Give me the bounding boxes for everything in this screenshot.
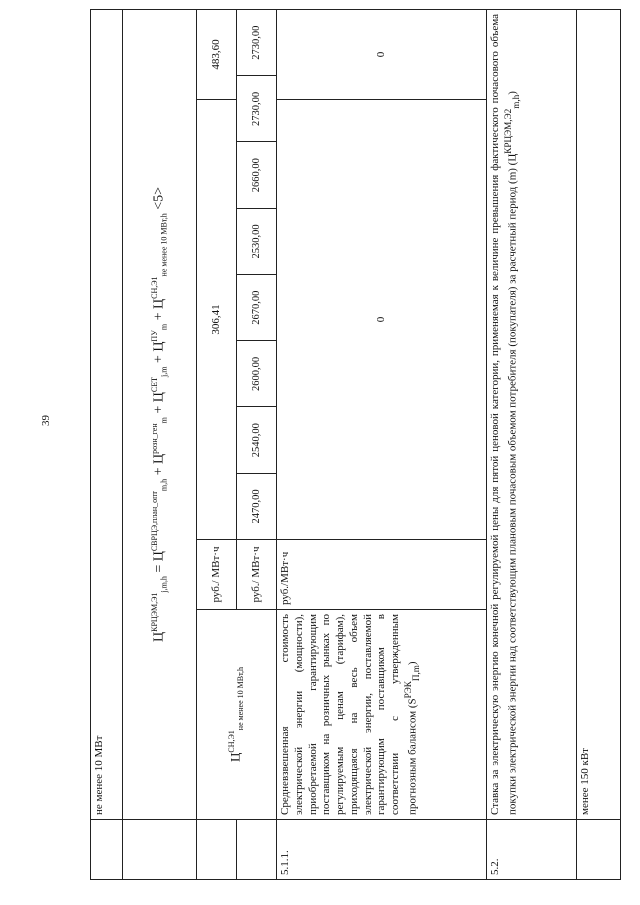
tariff-table [90, 9, 621, 880]
cell-empty-7 [577, 820, 621, 880]
price-cell: 2540,00 [237, 408, 276, 474]
price-cell: 2600,00 [237, 341, 276, 407]
price-cell: 2730,00 [237, 76, 276, 142]
item-text-52: Ставка за электрическую энергию конечной регулируемой цены для пятой ценовой категории, применяемая к величине превышения фактического почасового объема покупки электрической энергии над соответствующим плановым почасовым объемом потребителя (покупателя) за расчетный период (m) $(Ц^{КРЦЭМ,Э2}_{m,h})$ [487, 9, 577, 819]
price-cell: 2470,00 [250, 489, 262, 524]
formula-main: $Ц^{КРЦЭМ,Э1}_{j,m,h} = Ц^{СВРЦЭ,план\_опт}_{m,h} + Ц^{розн\_ген}_m + Ц^{СЕТ}_{j,m} + Ц^{ПУ}_m + Ц^{СН,Э1}_{не менее 10 МВт,h} <5>$ [123, 9, 197, 819]
value-483: 483,60 [197, 9, 237, 99]
item-number-52: 5.2. [487, 820, 577, 880]
item-text-511: Средневзвешенная стоимость электрической энергии (мощности), приобретаемой гарантирующим поставщиком на розничных рынках по регулируемым ценам (тарифам), приходящаяся на весь объем электрической энергии, поставляемой гарантирующим поставщиком в соответствии с утвержденным прогнозным балансом $(S^{РЭК}_{П,m})$ [277, 610, 487, 820]
value-306: 306,41 [197, 100, 237, 540]
price-cell: 2730,00 [237, 10, 276, 76]
bottom-label: менее 150 кВт [577, 9, 621, 819]
unit-2: руб./ МВт·ч [237, 540, 277, 610]
item-number-511: 5.1.1. [277, 820, 487, 880]
rotated-table-sheet [90, 10, 620, 880]
header-label: не менее 10 МВт [91, 9, 123, 819]
sym-sn-e1: $Ц^{СН,Э1}_{не менее 10 МВт,h}$ [197, 610, 277, 820]
price-cell: 2530,00 [237, 209, 276, 275]
zero-value-1: 0 [277, 100, 487, 540]
price-grid [237, 9, 277, 539]
page-number: 39 [40, 415, 52, 426]
price-cell: 2670,00 [237, 275, 276, 341]
unit-1: руб./ МВт·ч [197, 540, 237, 610]
cell-empty-1 [91, 820, 123, 880]
cell-empty-3 [197, 820, 237, 880]
cell-empty-4 [237, 820, 277, 880]
cell-empty-2 [123, 820, 197, 880]
unit-3: руб./МВт·ч [277, 540, 487, 610]
zero-value-2: 0 [277, 9, 487, 99]
price-cell: 2660,00 [237, 143, 276, 209]
